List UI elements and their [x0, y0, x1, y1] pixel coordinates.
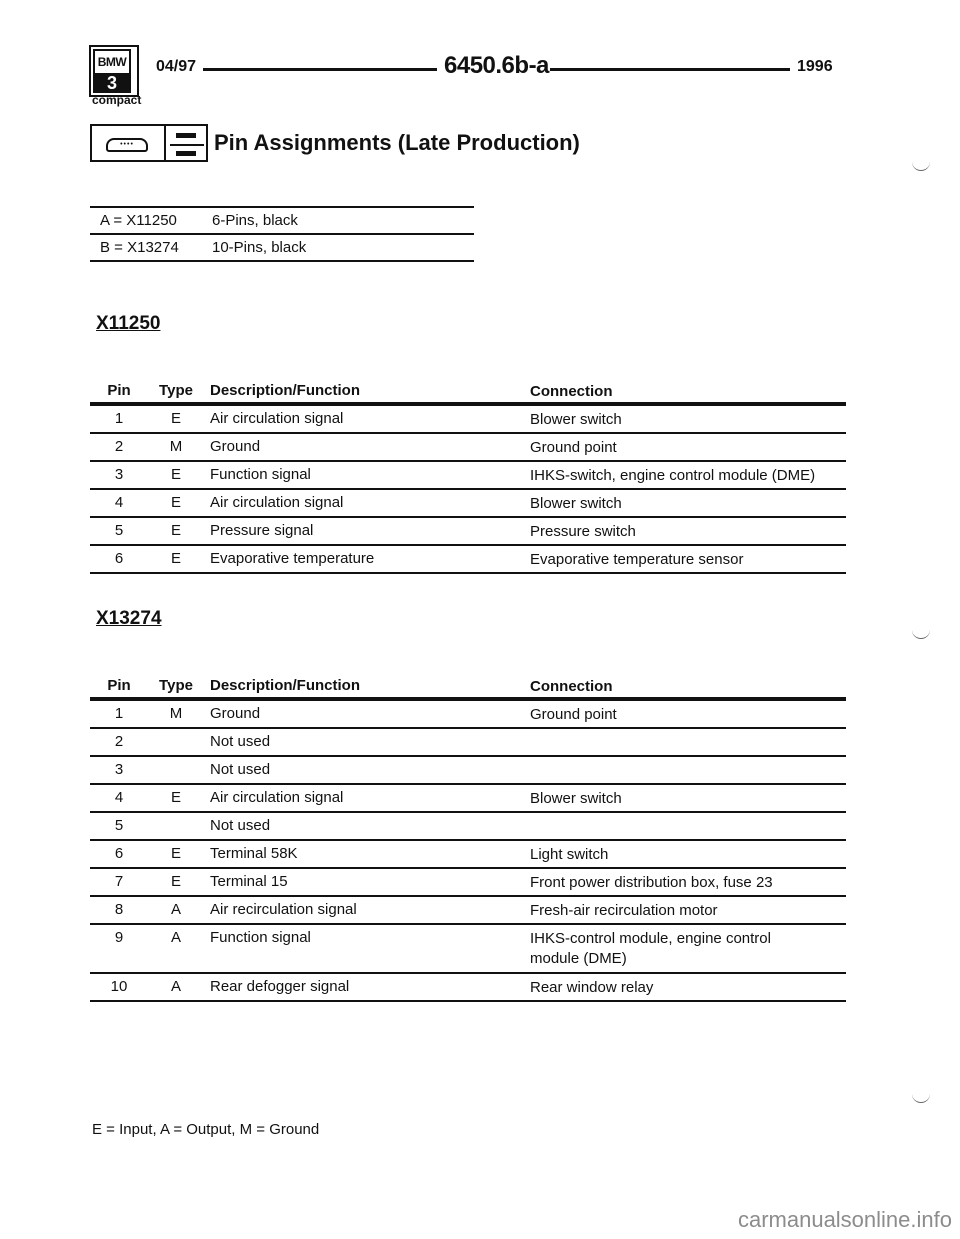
logo-series-number: 3 — [93, 73, 131, 93]
cell-type: M — [169, 705, 183, 722]
header-connection: Connection — [530, 383, 613, 400]
cell-connection: Light switch — [530, 846, 609, 863]
cell-pin: 7 — [114, 873, 124, 890]
margin-mark — [912, 1092, 930, 1103]
cell-pin: 6 — [114, 550, 124, 567]
table-row — [90, 785, 846, 813]
cell-description: Air circulation signal — [210, 494, 344, 511]
cell-pin: 8 — [114, 901, 124, 918]
cell-type: E — [170, 466, 181, 483]
cell-connection: Rear window relay — [530, 979, 654, 996]
cell-pin: 4 — [114, 789, 124, 806]
cell-pin: 10 — [110, 978, 128, 995]
header-type: Type — [159, 382, 193, 399]
cell-type: E — [170, 550, 181, 567]
connector-key-row — [90, 235, 474, 262]
cell-connection: IHKS-control module, engine control module (DME) — [530, 930, 771, 967]
connector-key-row — [90, 206, 474, 235]
connector-key-table — [90, 206, 474, 262]
table-row — [90, 462, 846, 490]
table-row — [90, 841, 846, 869]
table-row — [90, 518, 846, 546]
cell-connection: Blower switch — [530, 411, 622, 428]
header-type: Type — [159, 677, 193, 694]
header-pin: Pin — [107, 677, 131, 694]
cell-connection: Blower switch — [530, 790, 622, 807]
cell-pin: 2 — [114, 438, 124, 455]
table-header — [90, 673, 846, 701]
cell-description: Air recirculation signal — [210, 901, 357, 918]
watermark: carmanualsonline.info — [737, 1207, 952, 1232]
cell-pin: 9 — [114, 929, 124, 946]
cell-type: A — [170, 901, 181, 918]
section-title-x11250: X11250 — [96, 313, 161, 334]
table-row — [90, 925, 846, 974]
title-icon-box — [90, 124, 208, 162]
page-title: Pin Assignments (Late Production) — [214, 130, 580, 155]
cell-description: Ground — [210, 438, 261, 455]
cell-type: E — [170, 789, 181, 806]
cell-description: Terminal 58K — [210, 845, 298, 862]
cell-pin: 3 — [114, 761, 124, 778]
cell-type: A — [170, 978, 181, 995]
connector-icon: •••• — [106, 138, 148, 152]
cell-pin: 1 — [114, 410, 124, 427]
cell-type: E — [170, 522, 181, 539]
table-row — [90, 757, 846, 785]
table-row — [90, 974, 846, 1002]
section-title-x13274: X13274 — [96, 608, 162, 629]
cell-type: A — [170, 929, 181, 946]
cell-description: Ground — [210, 705, 261, 722]
table-row — [90, 813, 846, 841]
cell-description: Not used — [210, 733, 271, 750]
header-pin: Pin — [107, 382, 131, 399]
cell-connection: Fresh-air recirculation motor — [530, 902, 718, 919]
cell-pin: 2 — [114, 733, 124, 750]
header-date: 04/97 — [156, 58, 197, 75]
cell-description: Rear defogger signal — [210, 978, 350, 995]
cell-type: E — [170, 873, 181, 890]
cell-description: Function signal — [210, 929, 311, 946]
table-row — [90, 729, 846, 757]
table-row — [90, 434, 846, 462]
header-description: Description/Function — [210, 677, 360, 694]
plug-arrows-icon — [170, 130, 204, 160]
cell-pin: 4 — [114, 494, 124, 511]
type-legend: E = Input, A = Output, M = Ground — [92, 1121, 320, 1138]
cell-pin: 1 — [114, 705, 124, 722]
cell-type: E — [170, 845, 181, 862]
connector-key-desc: 6-Pins, black — [212, 212, 298, 229]
table-row — [90, 701, 846, 729]
model-label: compact — [92, 93, 142, 107]
connector-key-id: B = X13274 — [100, 239, 179, 256]
cell-description: Not used — [210, 761, 271, 778]
cell-description: Function signal — [210, 466, 311, 483]
cell-description: Pressure signal — [210, 522, 314, 539]
cell-connection: IHKS-switch, engine control module (DME) — [530, 467, 816, 484]
connector-key-desc: 10-Pins, black — [212, 239, 307, 256]
cell-description: Not used — [210, 817, 271, 834]
cell-connection: Pressure switch — [530, 523, 636, 540]
cell-connection: Evaporative temperature sensor — [530, 551, 744, 568]
header-description: Description/Function — [210, 382, 360, 399]
table-row — [90, 869, 846, 897]
table-row — [90, 406, 846, 434]
header-rule-right — [550, 68, 790, 71]
document-code: 6450.6b-a — [444, 52, 549, 79]
cell-description: Evaporative temperature — [210, 550, 375, 567]
connector-key-id: A = X11250 — [100, 212, 177, 229]
pin-table-x11250 — [90, 378, 846, 574]
cell-type: E — [170, 410, 181, 427]
cell-pin: 5 — [114, 817, 124, 834]
cell-description: Air circulation signal — [210, 789, 344, 806]
table-header — [90, 378, 846, 406]
header-year: 1996 — [797, 58, 833, 75]
cell-description: Terminal 15 — [210, 873, 288, 890]
cell-connection: Blower switch — [530, 495, 622, 512]
header-connection: Connection — [530, 678, 613, 695]
cell-connection: Front power distribution box, fuse 23 — [530, 874, 773, 891]
cell-pin: 3 — [114, 466, 124, 483]
cell-connection: Ground point — [530, 439, 617, 456]
cell-connection: Ground point — [530, 706, 617, 723]
icon-divider — [164, 126, 166, 160]
margin-mark — [912, 628, 930, 639]
bmw-3-series-logo — [83, 45, 139, 97]
pin-table-x13274 — [90, 673, 846, 1002]
cell-type: E — [170, 494, 181, 511]
logo-brand-text: BMW — [93, 49, 131, 75]
cell-pin: 5 — [114, 522, 124, 539]
cell-description: Air circulation signal — [210, 410, 344, 427]
table-row — [90, 546, 846, 574]
cell-type: M — [169, 438, 183, 455]
header-rule-left — [203, 68, 437, 71]
table-row — [90, 897, 846, 925]
margin-mark — [912, 160, 930, 171]
cell-pin: 6 — [114, 845, 124, 862]
table-row — [90, 490, 846, 518]
